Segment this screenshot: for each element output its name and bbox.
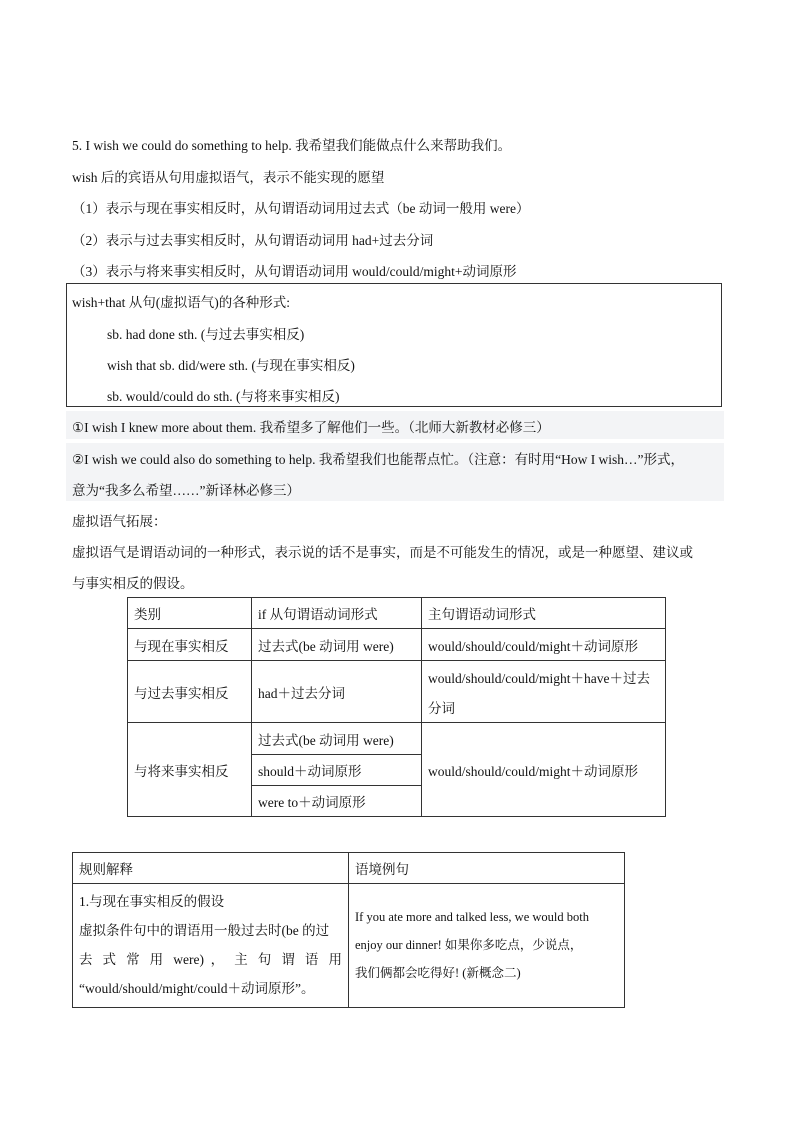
rule-line-2: 虚拟条件句中的谓语用一般过去时(be 的过	[79, 923, 330, 938]
wish-rule: wish 后的宾语从句用虚拟语气，表示不能实现的愿望	[72, 170, 385, 185]
extension-heading: 虚拟语气拓展：	[72, 514, 167, 529]
row-past-if: had＋过去分词	[252, 661, 422, 723]
row-future-if-1: 过去式(be 动词用 were)	[252, 723, 422, 755]
row-present-category: 与现在事实相反	[128, 629, 252, 661]
rule-line-3: 去 式 常 用 were) ， 主 句 谓 语 用	[79, 952, 342, 967]
subjunctive-table	[127, 597, 666, 817]
row-past-category: 与过去事实相反	[128, 661, 252, 723]
row-future-category: 与将来事实相反	[128, 723, 252, 817]
row-present-if: 过去式(be 动词用 were)	[252, 629, 422, 661]
rule-2: （2）表示与过去事实相反时，从句谓语动词用 had+过去分词	[72, 233, 434, 248]
box-row-2: wish that sb. did/were sth. (与现在事实相反)	[107, 358, 355, 373]
rule-1: （1）表示与现在事实相反时，从句谓语动词用过去式（be 动词一般用 were）	[72, 201, 530, 216]
row-past-main	[422, 661, 666, 723]
row-future-if-2: should＋动词原形	[252, 755, 422, 786]
row-present-main: would/should/could/might＋动词原形	[422, 629, 666, 661]
rule-example-table	[72, 852, 625, 1008]
example-line-3: 我们俩都会吃得好! (新概念二)	[355, 966, 521, 980]
example-2b: 意为“我多么希望……”新译林必修三）	[72, 483, 300, 498]
header-category: 类别	[128, 598, 252, 629]
header-main-clause: 主句谓语动词形式	[422, 598, 666, 629]
row-future-main: would/should/could/might＋动词原形	[422, 723, 666, 817]
rule-3: （3）表示与将来事实相反时，从句谓语动词用 would/could/might+动词原形	[72, 264, 517, 279]
header-if-clause: if 从句谓语动词形式	[252, 598, 422, 629]
box-row-3: sb. would/could do sth. (与将来事实相反)	[107, 389, 340, 404]
row-future-if-3: were to＋动词原形	[252, 786, 422, 817]
extension-para-1: 虚拟语气是谓语动词的一种形式，表示说的话不是事实，而是不可能发生的情况，或是一种愿望、建议或	[72, 545, 693, 560]
example-cell	[349, 884, 625, 1008]
rule-line-1: 1.与现在事实相反的假设	[79, 894, 225, 909]
header-example: 语境例句	[349, 853, 625, 884]
rule-cell	[73, 884, 349, 1008]
header-rule: 规则解释	[73, 853, 349, 884]
extension-para-2: 与事实相反的假设。	[72, 576, 194, 591]
example-line-1: If you ate more and talked less, we would both	[355, 910, 589, 924]
wish-forms-box	[66, 283, 722, 407]
box-row-1: sb. had done sth. (与过去事实相反)	[107, 327, 305, 342]
example-1: ①I wish I knew more about them. 我希望多了解他们一些。（北师大新教材必修三）	[72, 420, 550, 435]
row-past-main-line-1: would/should/could/might＋have＋过去	[428, 670, 650, 686]
rule-line-4: “would/should/might/could＋动词原形”。	[79, 981, 315, 996]
row-past-main-line-2: 分词	[428, 700, 455, 716]
example-line-2: enjoy our dinner! 如果你多吃点，少说点，	[355, 938, 583, 952]
sentence-5: 5. I wish we could do something to help. 我希望我们能做点什么来帮助我们。	[72, 138, 512, 153]
example-2a: ②I wish we could also do something to help. 我希望我们也能帮点忙。（注意：有时用“How I wish…”形式，	[72, 452, 685, 467]
box-title: wish+that 从句(虚拟语气)的各种形式:	[72, 295, 290, 310]
